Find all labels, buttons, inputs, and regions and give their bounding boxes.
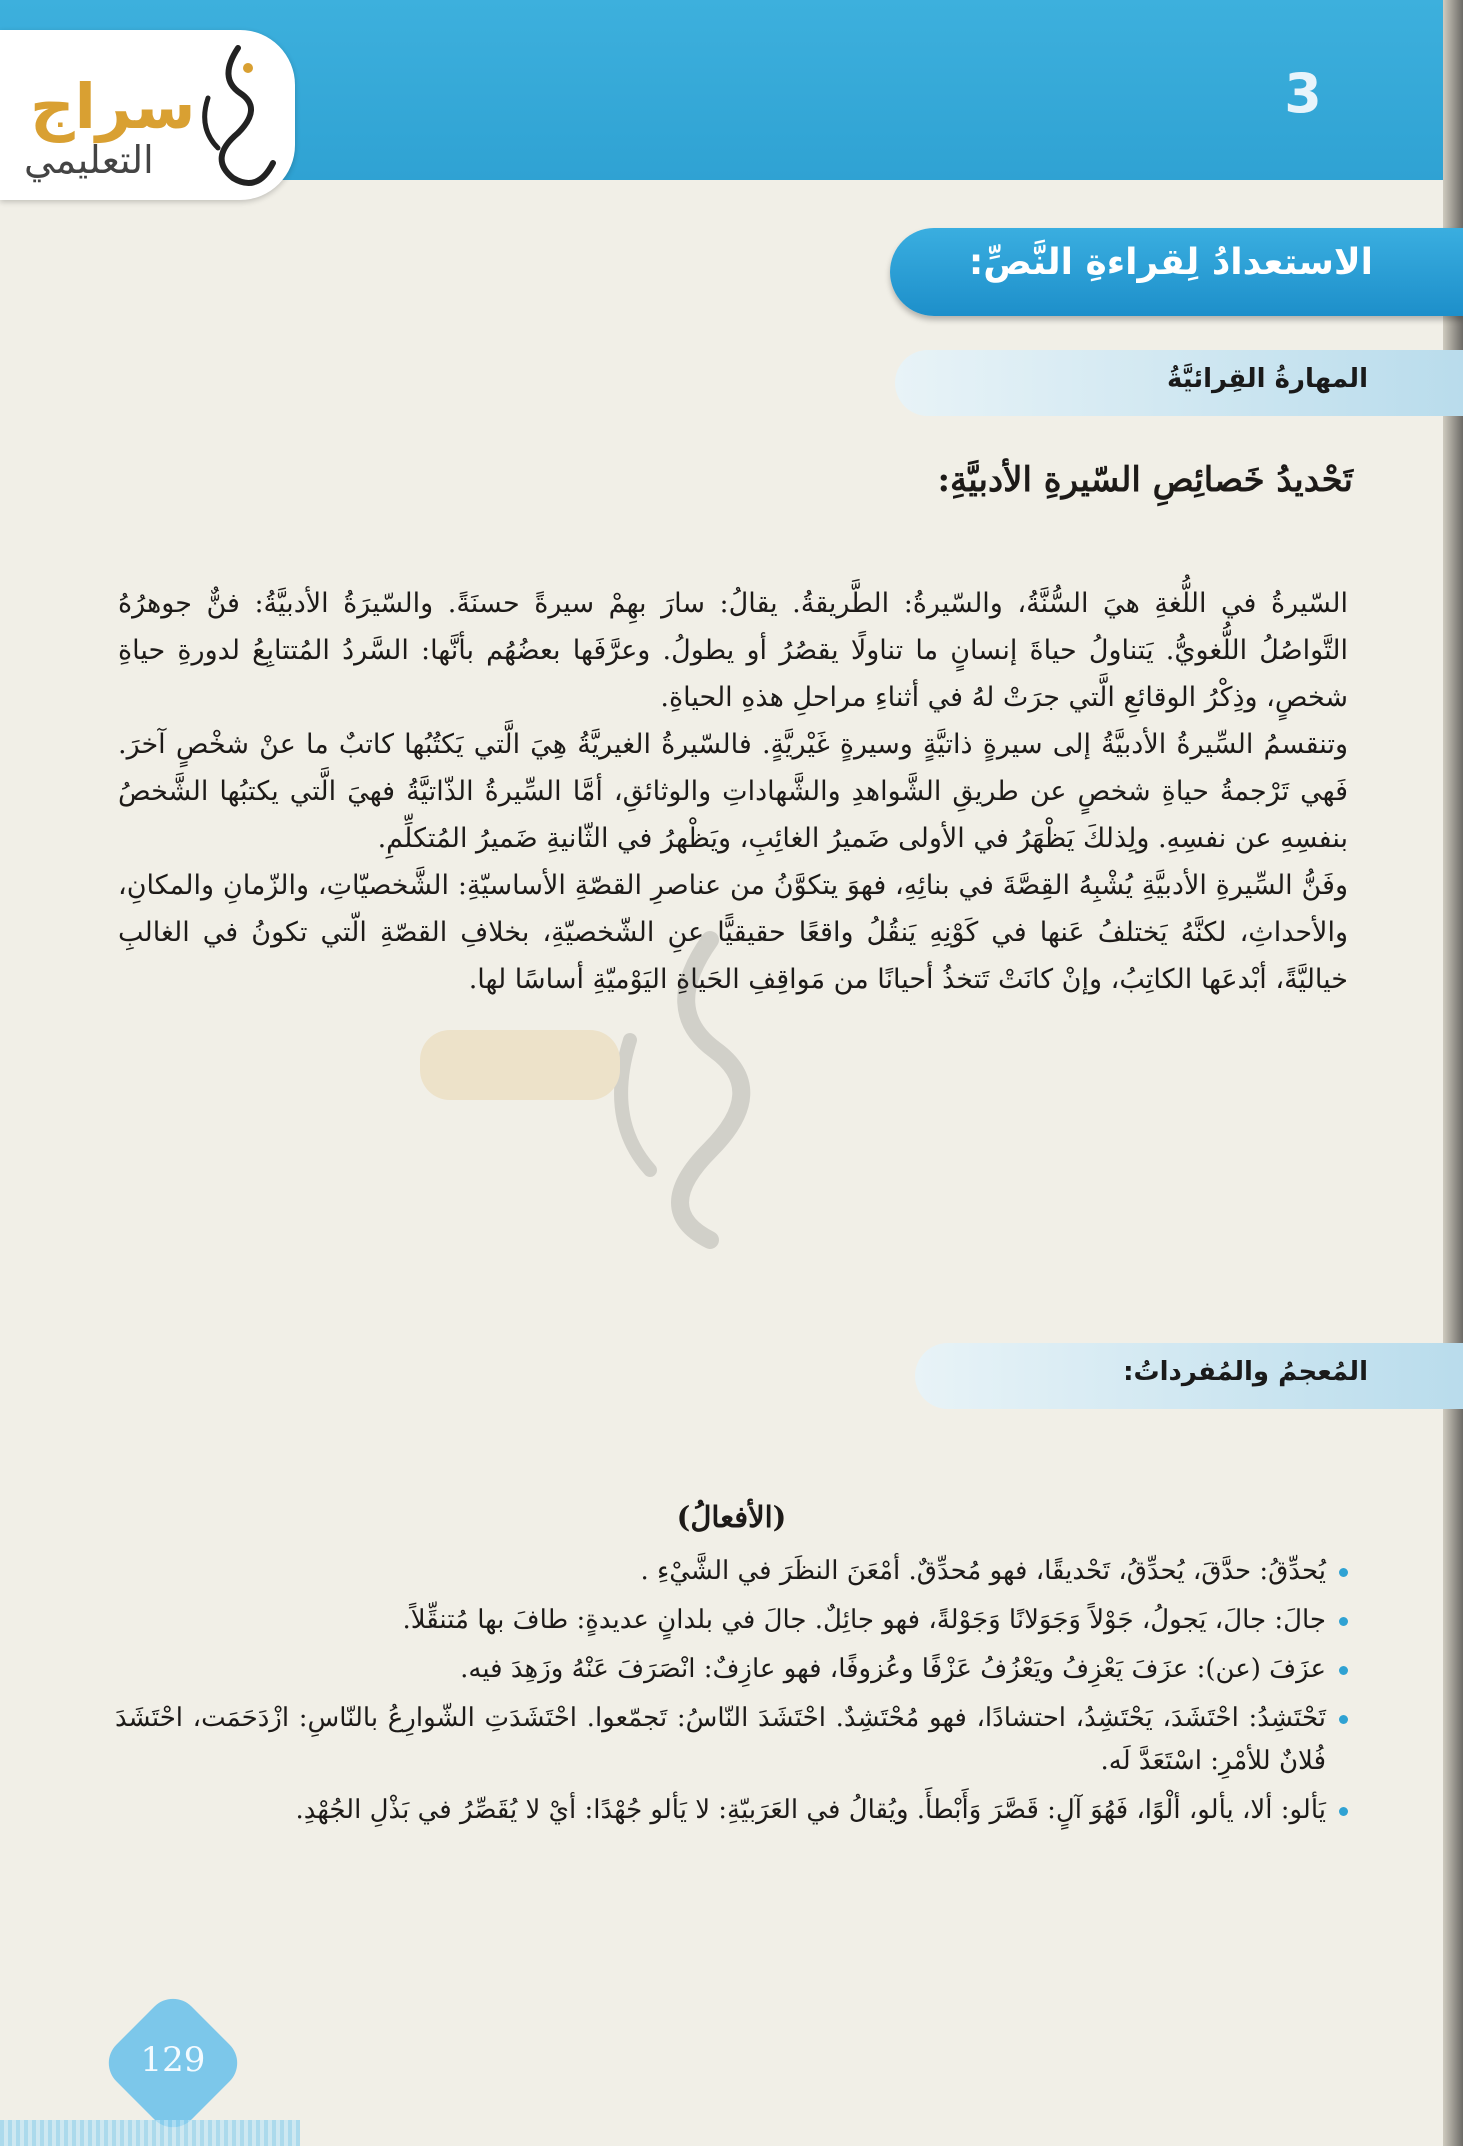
page-edge-shadow — [1443, 0, 1463, 2146]
vocab-label: المُعجمُ والمُفرداتُ: — [1123, 1357, 1368, 1387]
verbs-title: (الأفعالُ) — [676, 1500, 787, 1534]
list-item: تَحْتَشِدُ: احْتَشَدَ، يَحْتَشِدُ، احتشادًا، فهو مُحْتَشِدٌ. احْتَشَدَ النّاسُ: تَجمّعوا. احْتَشَدَتِ الشّوارِعُ بالنّاسِ: ازْدَحَمَت، احْتَشَدَ فُلانٌ للأمْرِ: اسْتَعَدَّ لَه. — [115, 1697, 1348, 1783]
chapter-number: 3 — [1284, 62, 1322, 125]
list-item: يُحدِّقُ: حدَّقَ، يُحدِّقُ، تَحْديقًا، فهو مُحدِّقٌ. أمْعَنَ النظَرَ في الشَّيْءِ . — [115, 1550, 1348, 1593]
list-item: جالَ: جالَ، يَجولُ، جَوْلاً وَجَوَلانًا وَجَوْلةً، فهو جائِلٌ. جالَ في بلدانٍ عديدةٍ: طافَ بها مُتنقِّلاً. — [115, 1599, 1348, 1642]
vocab-pill — [915, 1343, 1463, 1409]
page-number: 129 — [140, 2040, 206, 2080]
logo-subtext: التعليمي — [24, 138, 154, 182]
paragraph: السّيرةُ في اللُّغةِ هيَ السُّنَّةُ، والسّيرةُ: الطَّريقةُ. يقالُ: سارَ بهِمْ سيرةً حسنَةً. والسّيرَةُ الأدبيَّةُ: فنٌّ جوهرُهُ التَّواصُلُ اللُّغويُّ. يَتناولُ حياةَ إنسانٍ ما تناولًا يقصُرُ أو يطولُ. وعرَّفَها بعضُهُم بأنَّها: السَّردُ المُتتابِعُ لدورةِ حياةِ شخصٍ، وذِكْرُ الوقائعِ الَّتي جرَتْ لهُ في أثناءِ مراحلِ هذهِ الحياةِ. — [118, 588, 1348, 713]
calligraphy-logo-icon — [178, 38, 288, 198]
logo-text: سراج — [30, 70, 196, 143]
reading-skill-pill — [895, 350, 1463, 416]
subtitle: تَحْديدُ خَصائِصِ السّيرةِ الأدبيَّةِ: — [937, 460, 1353, 500]
section-banner — [890, 228, 1463, 316]
logo — [0, 30, 295, 200]
body-text — [118, 580, 1348, 1003]
paragraph: وتنقسمُ السِّيرةُ الأدبيَّةُ إلى سيرةٍ ذاتيَّةٍ وسيرةٍ غَيْريَّةٍ. فالسّيرةُ الغيريَّةُ هِيَ الَّتي يَكتُبُها كاتبٌ ما عنْ شخْصٍ آخرَ. فَهي تَرْجمةُ حياةِ شخصٍ عن طريقِ الشَّواهدِ والشَّهاداتِ والوثائقِ، أمَّا السِّيرةُ الذّاتيَّةُ فهيَ الَّتي يكتبُها الشَّخصُ بنفسِهِ عن نفسِهِ. ولِذلكَ يَظْهَرُ في الأولى ضَميرُ الغائِبِ، ويَظْهرُ في الثّانيةِ ضَميرُ المُتكلِّمِ. — [118, 729, 1348, 854]
list-item: عزَفَ (عن): عزَفَ يَعْزِفُ ويَعْزُفُ عَزْفًا وعُزوفًا، فهو عازِفٌ: انْصَرَفَ عَنْهُ وزَهِدَ فيه. — [115, 1648, 1348, 1691]
reading-skill-label: المهارةُ القِرائيَّةُ — [1166, 364, 1368, 394]
list-item: يَألو: ألا، يألو، ألْوًا، فَهُوَ آلٍ: قَصَّرَ وَأَبْطأَ. ويُقالُ في العَرَبيّةِ: لا يَألو جُهْدًا: أيْ لا يُقَصِّرُ في بَذْلِ الجُهْدِ. — [115, 1789, 1348, 1832]
section-banner-title: الاستعدادُ لِقراءةِ النَّصِّ: — [968, 242, 1373, 283]
verbs-list — [115, 1550, 1348, 1838]
decorative-dots — [0, 2120, 300, 2146]
paragraph: وفَنُّ السِّيرةِ الأدبيَّةِ يُشْبِهُ القِصَّةَ في بنائِهِ، فهوَ يتكوَّنُ من عناصرِ القصّةِ الأساسيّةِ: الشَّخصيّاتِ، والزّمانِ والمكانِ، والأحداثِ، لكنَّهُ يَختلفُ عَنها في كَوْنِهِ يَنقُلُ واقعًا حقيقيًّا عنِ الشّخصيّةِ، بخلافِ القصّةِ الّتي تكونُ في الغالبِ خياليَّةً، أبْدعَها الكاتِبُ، وإنْ كانَتْ تَتخذُ أحيانًا من مَواقِفِ الحَياةِ اليَوْميّةِ أساسًا لها. — [118, 870, 1348, 995]
